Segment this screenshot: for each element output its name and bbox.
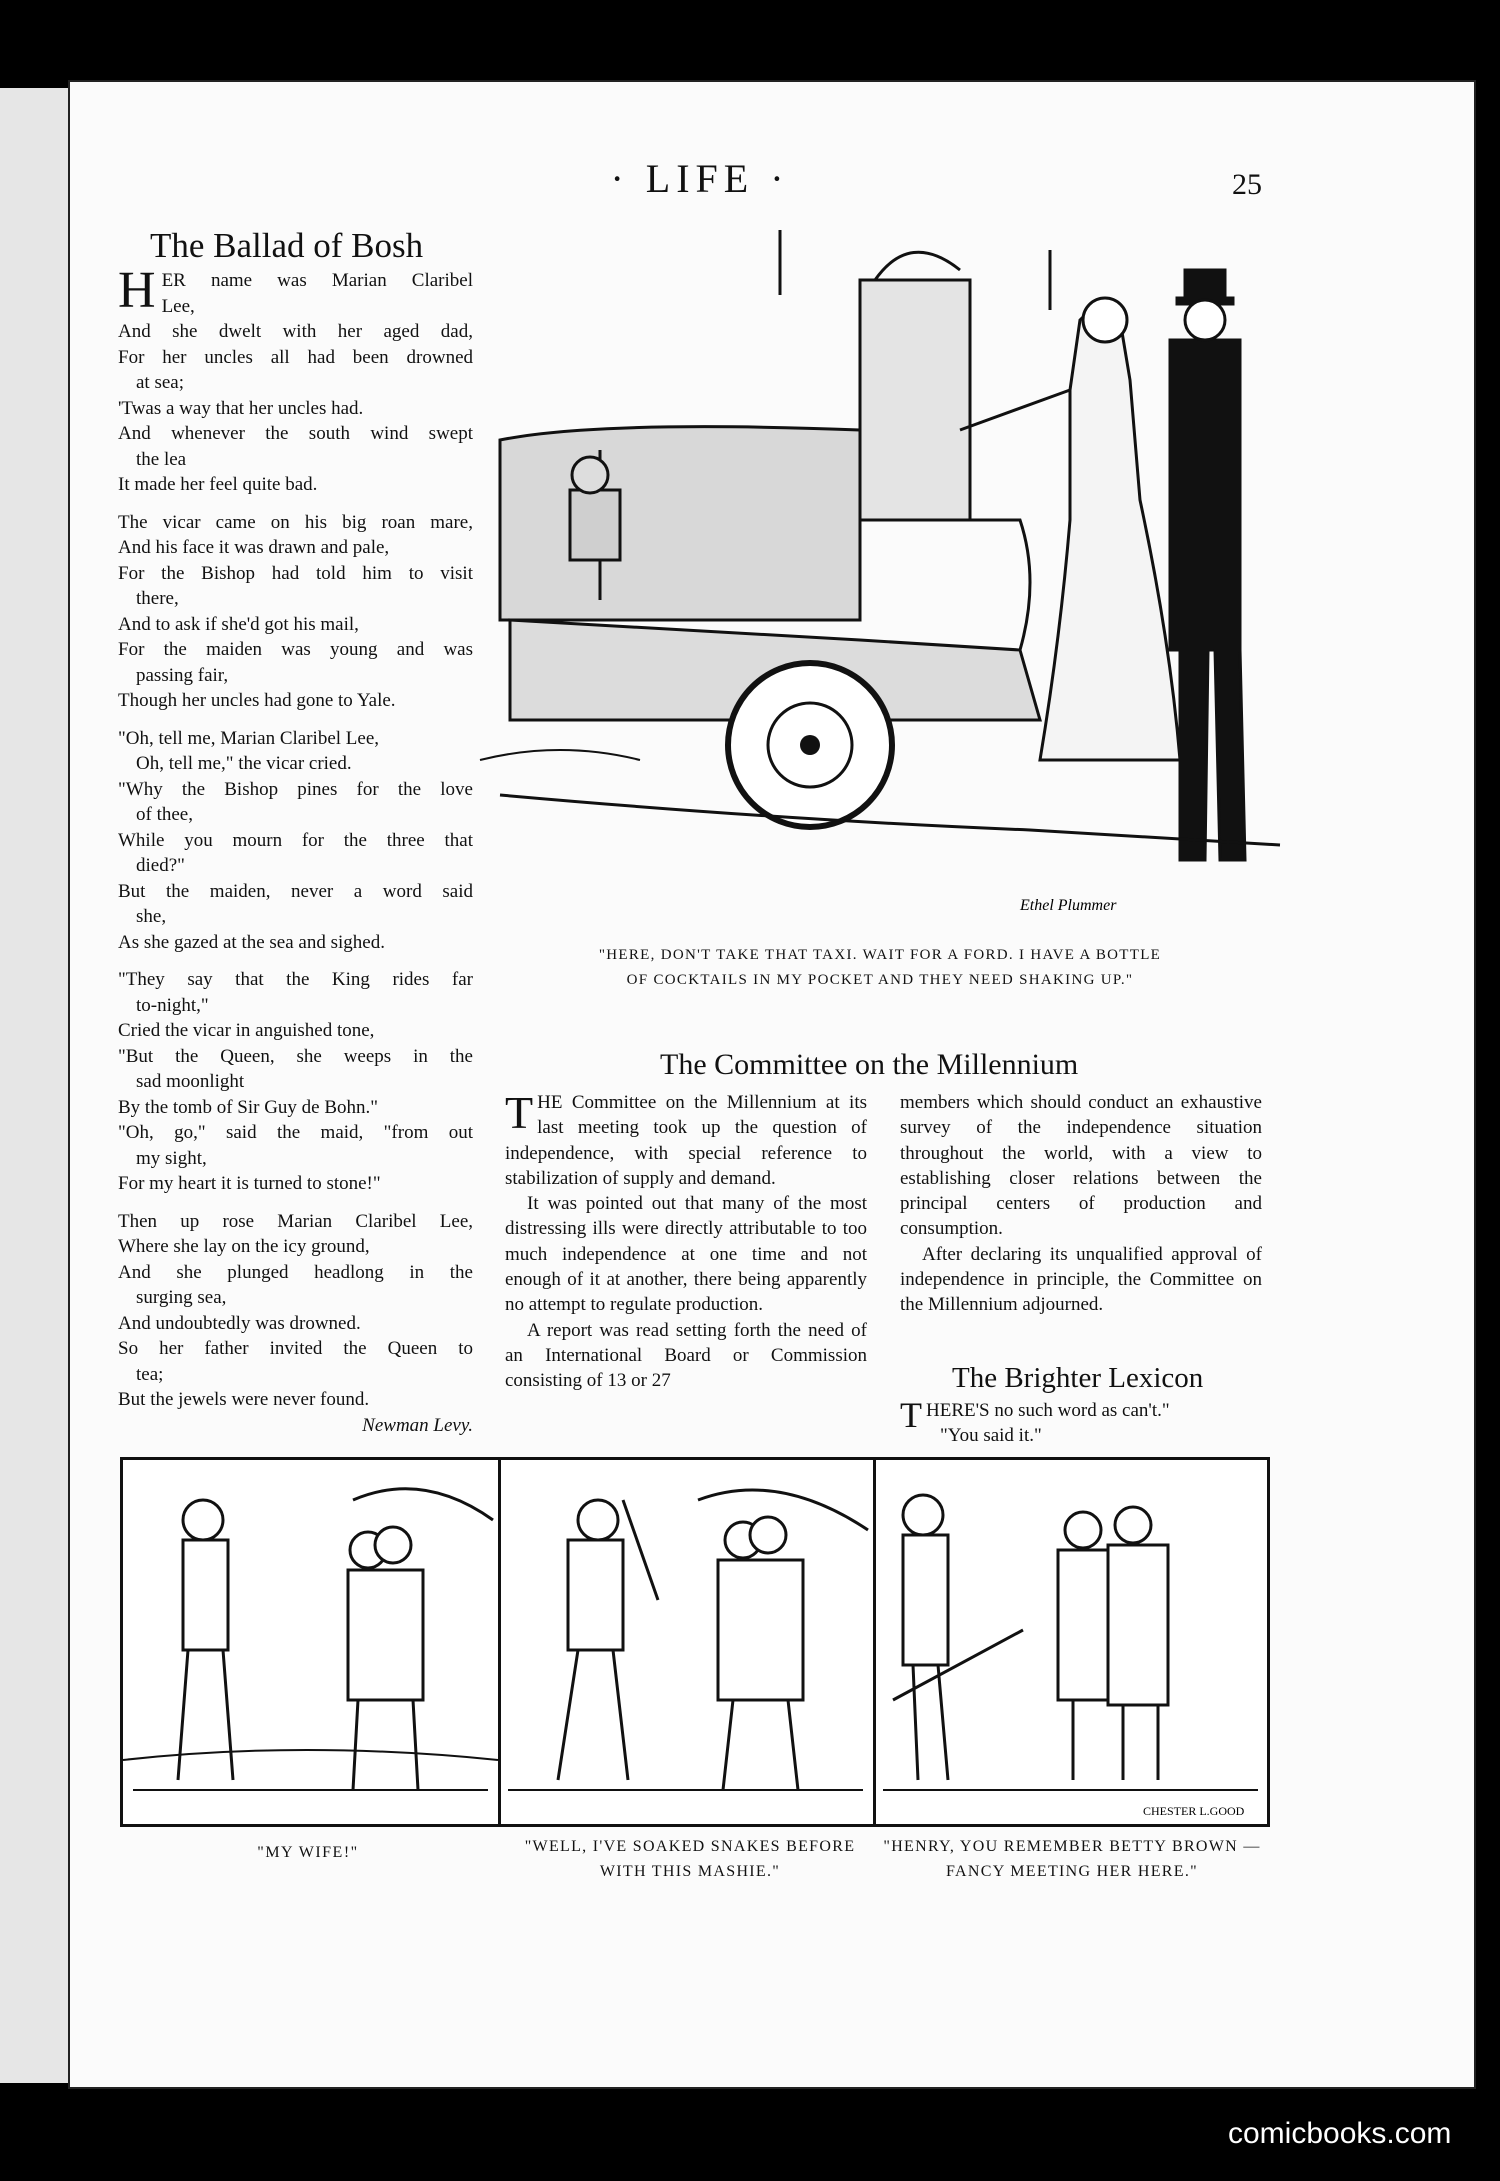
committee-paragraph: It was pointed out that many of the most distressing ills were directly attributable to too much independence at one time and not enough of it at another, there being apparently no attempt to regulate production. <box>505 1193 867 1316</box>
poem-line: 'Twas a way that her uncles had. <box>118 397 364 419</box>
strip-caption-2: "WELL, I'VE SOAKED SNAKES BEFORE WITH THIS MASHIE." <box>524 1838 856 1880</box>
stanza-5 <box>118 1209 473 1439</box>
lexicon-line: "You said it." <box>940 1425 1042 1446</box>
poem-line: And she plunged headlong in the <box>118 1261 473 1283</box>
comic-panel-3 <box>873 1460 1267 1824</box>
poem-line: Where she lay on the icy ground, <box>118 1236 370 1257</box>
poem-line: For her uncles all had been drowned <box>118 346 473 368</box>
woman-figure-art <box>1040 310 1180 760</box>
poem-line: died?" <box>136 855 185 876</box>
poem-line: "They say that the King rides far <box>118 969 473 990</box>
poem-line: "Oh, go," said the maid, "from out <box>118 1122 473 1143</box>
poem-line: "But the Queen, she weeps in the <box>118 1045 473 1067</box>
poem-line: passing fair, <box>136 664 229 686</box>
poem-line: And undoubtedly was drowned. <box>118 1312 361 1334</box>
poem-line: the lea <box>136 448 187 470</box>
poem-line: to-night," <box>136 994 209 1016</box>
poem-line: For the Bishop had told him to visit <box>118 562 473 584</box>
panel-2-art <box>498 1460 873 1824</box>
poem-line: Then up rose Marian Claribel Lee, <box>118 1210 473 1232</box>
masthead: · LIFE · <box>610 156 790 201</box>
committee-paragraph: A report was read setting forth the need of an International Board or Commission consisting of 13 or 27 <box>505 1319 867 1392</box>
car-cartoon-illustration <box>480 220 1290 914</box>
facing-page-edge <box>0 88 73 2083</box>
strip-caption-3: "HENRY, YOU REMEMBER BETTY BROWN —FANCY MEETING HER HERE." <box>883 1838 1261 1880</box>
drop-cap: T <box>900 1395 922 1435</box>
poem-line: But the jewels were never found. <box>118 1389 370 1410</box>
poem-line: While you mourn for the three that <box>118 829 473 851</box>
poem-line: For the maiden was young and was <box>118 639 473 660</box>
golf-comic-strip <box>120 1457 1270 1827</box>
drop-cap: H <box>118 262 156 319</box>
poem-line: Oh, tell me," the vicar cried. <box>136 753 352 774</box>
strip-caption-1: "MY WIFE!" <box>257 1844 359 1861</box>
strip-signature: CHESTER L.GOOD <box>1143 1804 1245 1818</box>
poem-line: So her father invited the Queen to <box>118 1338 473 1359</box>
comic-panel-1 <box>123 1460 501 1824</box>
poem-line: tea; <box>136 1363 164 1385</box>
poem-line: Lee, <box>161 295 195 317</box>
poem-line: my sight, <box>136 1147 207 1169</box>
committee-title: The Committee on the Millennium <box>660 1048 1079 1081</box>
committee-column-2 <box>900 1090 1262 1318</box>
drop-cap: T <box>505 1087 534 1138</box>
committee-paragraph: After declaring its unqualified approval of independence in principle, the Committee on the Millennium adjourned. <box>900 1243 1262 1316</box>
committee-column-1 <box>505 1087 867 1394</box>
ballad-poem <box>118 262 473 1450</box>
artist-signature: Ethel Plummer <box>1020 897 1117 914</box>
poem-line: Though her uncles had gone to Yale. <box>118 690 396 711</box>
stanza-3 <box>118 726 473 956</box>
committee-paragraph: members which should conduct an exhaustive survey of the independence situation throughout the world, with a view to establishing closer relations between the principal centers of production and consumption. <box>900 1092 1262 1240</box>
page-number: 25 <box>1232 168 1262 201</box>
man-in-top-hat-art <box>1170 270 1245 860</box>
poem-line: But the maiden, never a word said <box>118 880 473 902</box>
ballad-title: The Ballad of Bosh <box>150 226 424 265</box>
poem-line: of thee, <box>136 804 193 825</box>
poem-line: For my heart it is turned to stone!" <box>118 1173 381 1194</box>
poem-line: "Why the Bishop pines for the love <box>118 778 473 800</box>
poem-line: she, <box>136 906 167 927</box>
poem-line: "Oh, tell me, Marian Claribel Lee, <box>118 727 379 749</box>
poem-line: By the tomb of Sir Guy de Bohn." <box>118 1096 379 1118</box>
poem-line: And she dwelt with her aged dad, <box>118 321 473 342</box>
poem-line: The vicar came on his big roan mare, <box>118 511 473 533</box>
poem-line: surging sea, <box>136 1287 227 1308</box>
poem-line: sad moonlight <box>136 1071 245 1092</box>
cartoon-caption: "HERE, DON'T TAKE THAT TAXI. WAIT FOR A FORD. I HAVE A BOTTLE OF COCKTAILS IN MY POCKET AND THEY NEED SHAKING UP." <box>598 947 1162 988</box>
stanza-4 <box>118 967 473 1197</box>
comic-panel-2 <box>498 1460 876 1824</box>
chauffeur-art <box>570 490 620 560</box>
watermark: comicbooks.com <box>1228 2117 1452 2150</box>
stanza-2 <box>118 510 473 714</box>
ballad-author: Newman Levy. <box>362 1414 473 1436</box>
committee-paragraph: THE Committee on the Millennium at its last meeting took up the question of independence, with special reference to stabilization of supply and demand. <box>505 1087 867 1189</box>
poem-line: And whenever the south wind swept <box>118 423 473 444</box>
stanza-1 <box>118 262 473 498</box>
panel-1-art <box>123 1460 498 1824</box>
poem-line: there, <box>136 588 179 609</box>
poem-line: And his face it was drawn and pale, <box>118 537 390 558</box>
poem-line: It made her feel quite bad. <box>118 474 318 495</box>
poem-line: ER name was Marian Claribel <box>161 270 473 291</box>
lexicon-line: THERE'S no such word as can't." <box>900 1395 1170 1435</box>
poem-line: at sea; <box>136 372 185 393</box>
lexicon-text <box>900 1395 1270 1448</box>
poem-line: And to ask if she'd got his mail, <box>118 613 359 635</box>
poem-line: Cried the vicar in anguished tone, <box>118 1020 375 1041</box>
poem-line: As she gazed at the sea and sighed. <box>118 931 385 953</box>
lexicon-title: The Brighter Lexicon <box>952 1362 1204 1394</box>
panel-3-art <box>873 1460 1267 1824</box>
